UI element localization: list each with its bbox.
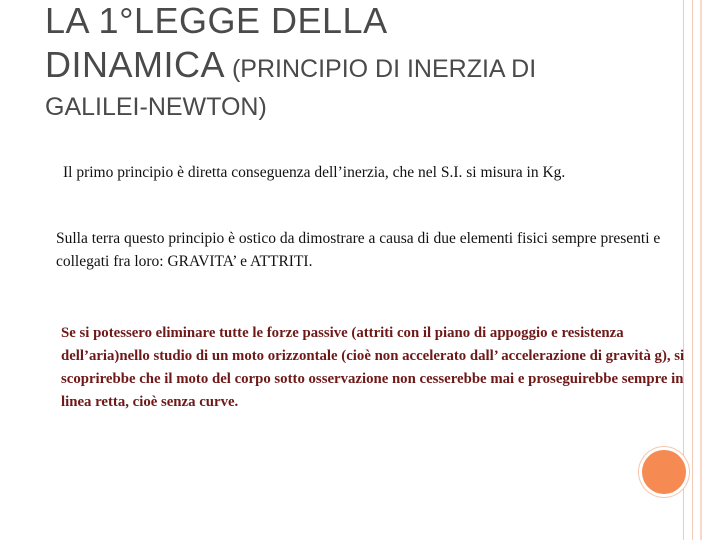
title-line-2-main: DINAMICA bbox=[45, 44, 226, 86]
paragraph-passive-forces: Se si potessero eliminare tutte le forze passive (attriti con il piano di appoggio e resistenza dell’aria)nello studio di un moto orizzontale (cioè non accelerato dall’ accelerazione di gravità g), si scoprirebbe che il moto del corpo sotto osservazione non cesserebbe mai e proseguirebbe sempre in linea retta, cioè senza curve. bbox=[61, 325, 685, 410]
title-line-2-subtitle: (PRINCIPIO DI INERZIA DI bbox=[225, 55, 537, 84]
title-line-3: GALILEI-NEWTON) bbox=[45, 93, 267, 122]
decorative-vertical-rule bbox=[683, 0, 684, 540]
paragraph-gravity-friction: Sulla terra questo principio è ostico da dimostrare a causa di due elementi fisici sempre presenti e collegati fra loro: GRAVITA’ e ATTRITI. bbox=[56, 230, 661, 270]
title-line-2 bbox=[45, 43, 675, 87]
decorative-vertical-rule bbox=[692, 0, 693, 540]
title-line-1: LA 1°LEGGE DELLA bbox=[45, 0, 388, 42]
decorative-vertical-rule bbox=[700, 0, 702, 540]
paragraph-inertia: Il primo principio è diretta conseguenza dell’inerzia, che nel S.I. si misura in Kg. bbox=[63, 164, 566, 181]
decorative-orange-circle bbox=[642, 450, 686, 494]
slide-title bbox=[45, 0, 675, 123]
